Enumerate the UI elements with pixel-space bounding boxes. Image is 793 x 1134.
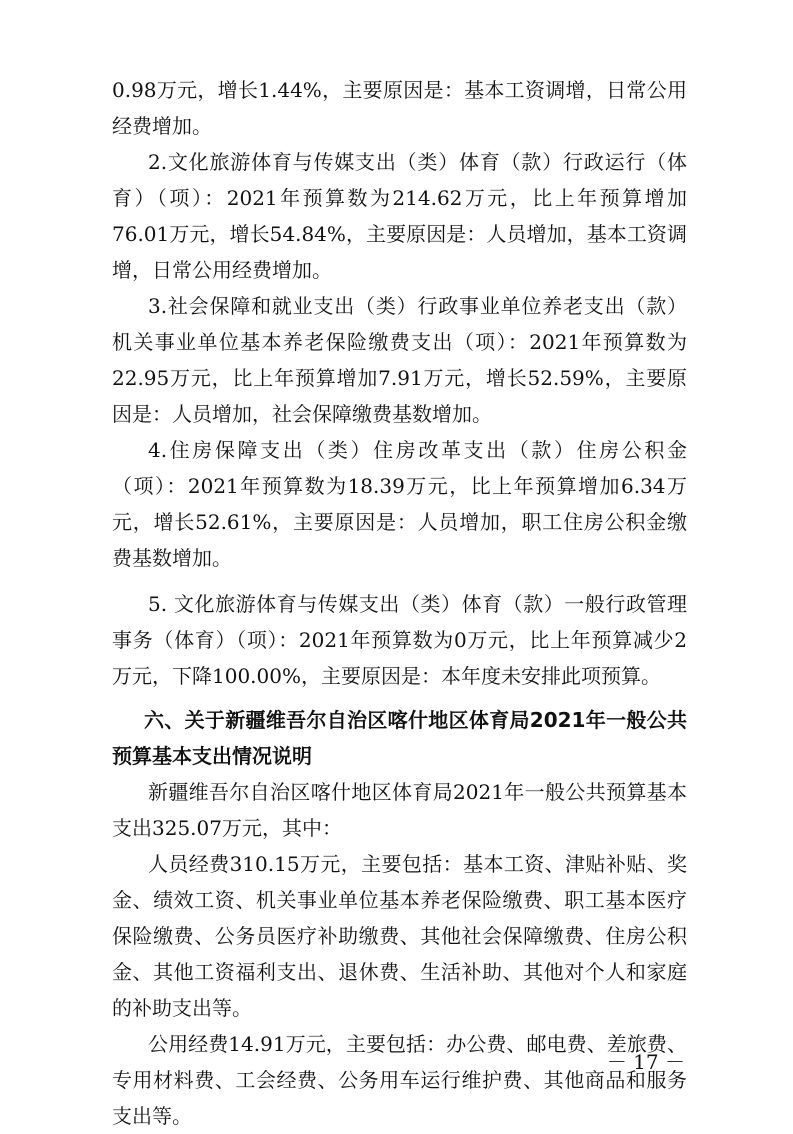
- paragraph-basic-expenditure: 新疆维吾尔自治区喀什地区体育局2021年一般公共预算基本支出325.07万元，其中：: [112, 780, 687, 840]
- paragraph-item-3: 3.社会保障和就业支出（类）行政事业单位养老支出（款）机关事业单位基本养老保险缴费支出（项）：2021年预算数为22.95万元，比上年预算增加7.91万元，增长52.59%，主要原因是：人员增加，社会保障缴费基数增加。: [112, 294, 687, 426]
- paragraph-personnel-expenses: 人员经费310.15万元，主要包括：基本工资、津贴补贴、奖金、绩效工资、机关事业单位基本养老保险缴费、职工基本医疗保险缴费、公务员医疗补助缴费、其他社会保障缴费、住房公积金、其他工资福利支出、退休费、生活补助、其他对个人和家庭的补助支出等。: [112, 852, 687, 1020]
- paragraph-item-2: 2.文化旅游体育与传媒支出（类）体育（款）行政运行（体育）（项）：2021年预算数为214.62万元，比上年预算增加76.01万元，增长54.84%，主要原因是：人员增加，基本工资调增，日常公用经费增加。: [112, 150, 687, 282]
- paragraph-item-4: 4.住房保障支出（类）住房改革支出（款）住房公积金（项）：2021年预算数为18.39万元，比上年预算增加6.34万元，增长52.61%，主要原因是：人员增加，职工住房公积金缴费基数增加。: [112, 438, 687, 570]
- page-number: － 17 －: [606, 1050, 685, 1074]
- paragraph-continuation: 0.98万元，增长1.44%，主要原因是：基本工资调增，日常公用经费增加。: [112, 78, 687, 138]
- paragraph-item-5: 5. 文化旅游体育与传媒支出（类）体育（款）一般行政管理事务（体育）（项）：2021年预算数为0万元，比上年预算减少2万元，下降100.00%，主要原因是：本年度未安排此项预算。: [112, 592, 687, 688]
- section-heading: 六、关于新疆维吾尔自治区喀什地区体育局2021年一般公共预算基本支出情况说明: [112, 708, 687, 768]
- paragraph-public-expenses: 公用经费14.91万元，主要包括：办公费、邮电费、差旅费、专用材料费、工会经费、公务用车运行维护费、其他商品和服务支出等。: [112, 1032, 687, 1128]
- document-body: [112, 72, 687, 1134]
